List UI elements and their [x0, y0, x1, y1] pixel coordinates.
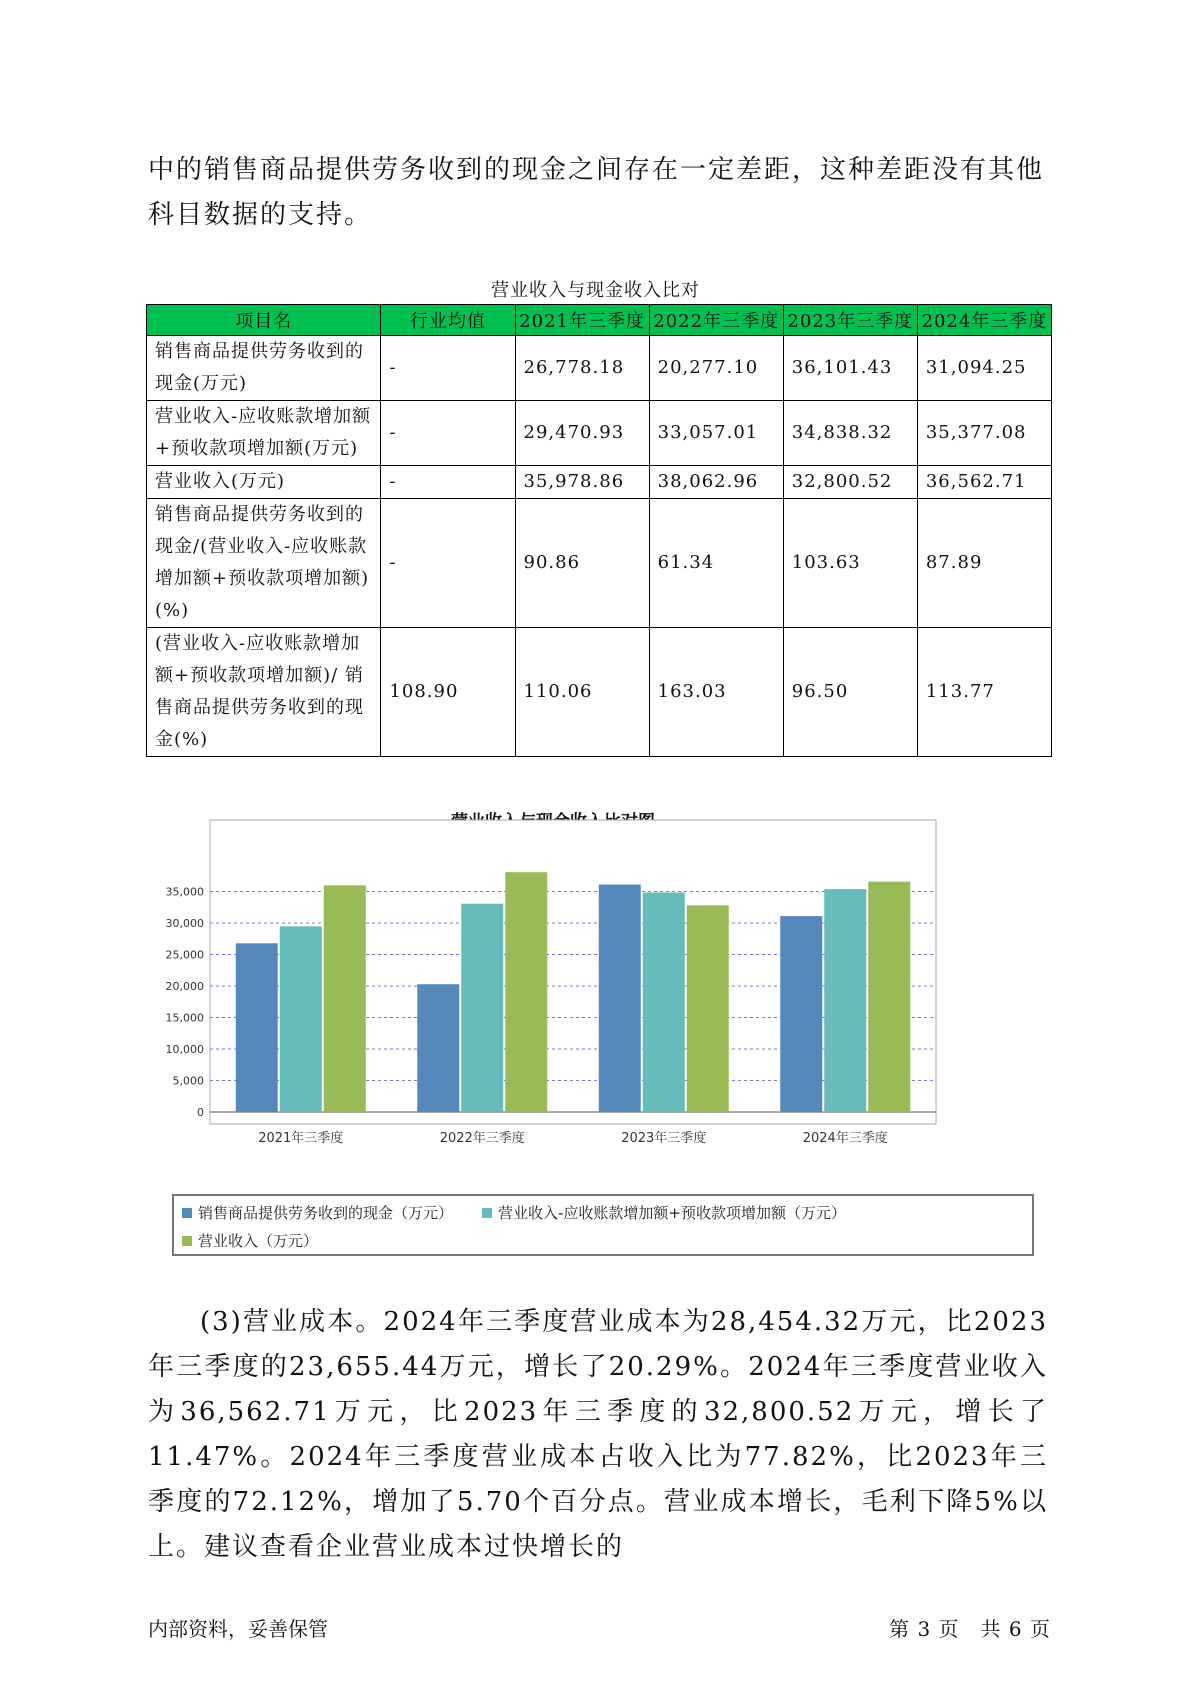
legend-item-cash: [182, 1202, 453, 1223]
table-row: [147, 499, 1052, 628]
bar-1-2: [417, 984, 459, 1112]
y-tick-label: 15,000: [165, 1011, 204, 1025]
y-tick-label: 20,000: [165, 980, 204, 993]
bar-3-1: [324, 885, 366, 1112]
y-tick-label: 30,000: [165, 917, 204, 930]
table-cell: -: [381, 336, 515, 401]
table-cell: -: [381, 499, 515, 628]
table-cell: 33,057.01: [649, 401, 783, 466]
footer-confidential: 内部资料，妥善保管: [148, 1617, 328, 1641]
table-cell: 36,101.43: [783, 336, 917, 401]
table-cell: 96.50: [783, 628, 917, 757]
row-label: (营业收入-应收账款增加额+预收款项增加额)/ 销售商品提供劳务收到的现金(%): [147, 628, 381, 757]
table-cell: 34,838.32: [783, 401, 917, 466]
table-cell: 90.86: [515, 499, 649, 628]
table-cell: 38,062.96: [649, 466, 783, 499]
y-tick-label: 35,000: [165, 885, 204, 899]
table-cell: -: [381, 401, 515, 466]
table-title: 营业收入与现金收入比对: [491, 280, 700, 301]
header-item-name: 项目名: [147, 305, 381, 336]
table-cell: 36,562.71: [917, 466, 1051, 499]
intro-paragraph: 中的销售商品提供劳务收到的现金之间存在一定差距，这种差距没有其他科目数据的支持。: [148, 155, 1045, 230]
bar-2-3: [643, 893, 685, 1112]
y-tick-label: 25,000: [165, 948, 204, 962]
legend-swatch-cash: [182, 1208, 192, 1218]
y-tick-label: 5,000: [172, 1074, 204, 1088]
header-2024q3: 2024年三季度: [917, 305, 1051, 336]
table-cell: 113.77: [917, 628, 1051, 757]
x-tick-label: 2023年三季度: [621, 1131, 707, 1146]
bar-1-3: [599, 885, 641, 1112]
table-cell: 110.06: [515, 628, 649, 757]
bar-chart: [150, 808, 1036, 1258]
y-tick-label: 10,000: [165, 1043, 204, 1056]
table-cell: 26,778.18: [515, 336, 649, 401]
header-industry-avg: 行业均值: [381, 305, 515, 336]
bar-1-4: [780, 916, 822, 1112]
table-cell: 29,470.93: [515, 401, 649, 466]
bar-3-3: [687, 905, 729, 1112]
table-cell: 31,094.25: [917, 336, 1051, 401]
legend-label-adjusted-revenue: 营业收入-应收账款增加额+预收款项增加额（万元）: [498, 1204, 846, 1222]
table-row: [147, 628, 1052, 757]
row-label: 营业收入-应收账款增加额+预收款项增加额(万元): [147, 401, 381, 466]
row-label: 销售商品提供劳务收到的现金/(营业收入-应收账款增加额+预收款项增加额)(%): [147, 499, 381, 628]
table-cell: 35,978.86: [515, 466, 649, 499]
table-row: [147, 336, 1052, 401]
bar-2-2: [461, 904, 503, 1112]
bar-2-4: [824, 889, 866, 1112]
header-2023q3: 2023年三季度: [783, 305, 917, 336]
table-cell: 108.90: [381, 628, 515, 757]
x-tick-label: 2021年三季度: [258, 1131, 344, 1146]
comparison-table: [146, 304, 1052, 757]
legend-swatch-adjusted-revenue: [482, 1208, 492, 1218]
bar-2-1: [280, 926, 322, 1112]
table-cell: 32,800.52: [783, 466, 917, 499]
legend-swatch-revenue: [182, 1236, 192, 1246]
table-cell: 20,277.10: [649, 336, 783, 401]
x-tick-label: 2022年三季度: [439, 1131, 525, 1146]
table-cell: 61.34: [649, 499, 783, 628]
table-cell: 35,377.08: [917, 401, 1051, 466]
y-tick-label: 0: [197, 1106, 204, 1119]
bar-3-4: [868, 882, 910, 1112]
table-cell: 87.89: [917, 499, 1051, 628]
header-2021q3: 2021年三季度: [515, 305, 649, 336]
table-row: [147, 401, 1052, 466]
table-cell: -: [381, 466, 515, 499]
table-header-row: [147, 305, 1052, 336]
chart-svg: [150, 808, 1036, 1198]
bar-3-2: [505, 872, 547, 1112]
row-label: 营业收入(万元): [147, 466, 381, 499]
table-cell: 163.03: [649, 628, 783, 757]
bar-1-1: [236, 943, 278, 1112]
table-row: [147, 466, 1052, 499]
header-2022q3: 2022年三季度: [649, 305, 783, 336]
x-tick-label: 2024年三季度: [802, 1131, 888, 1146]
cost-analysis-paragraph: (3)营业成本。2024年三季度营业成本为28,454.32万元，比2023年三季度的23,655.44万元，增长了20.29%。2024年三季度营业收入为36,562.71万元，比2023年三季度的32,800.52万元，增长了11.47%。2024年三季度营业成本占收入比为77.82%，比2023年三季度的72.12%，增加了5.70个百分点。营业成本增长，毛利下降5%以上。建议查看企业营业成本过快增长的: [148, 1307, 1048, 1562]
legend-label-revenue: 营业收入（万元）: [198, 1232, 319, 1250]
legend-item-adjusted-revenue: [482, 1202, 846, 1223]
legend-item-revenue: [182, 1230, 318, 1251]
chart-legend: [172, 1194, 1034, 1256]
row-label: 销售商品提供劳务收到的现金(万元): [147, 336, 381, 401]
legend-label-cash: 销售商品提供劳务收到的现金（万元）: [198, 1204, 454, 1222]
footer-page-number: 第 3 页 共 6 页: [889, 1617, 1051, 1641]
table-cell: 103.63: [783, 499, 917, 628]
